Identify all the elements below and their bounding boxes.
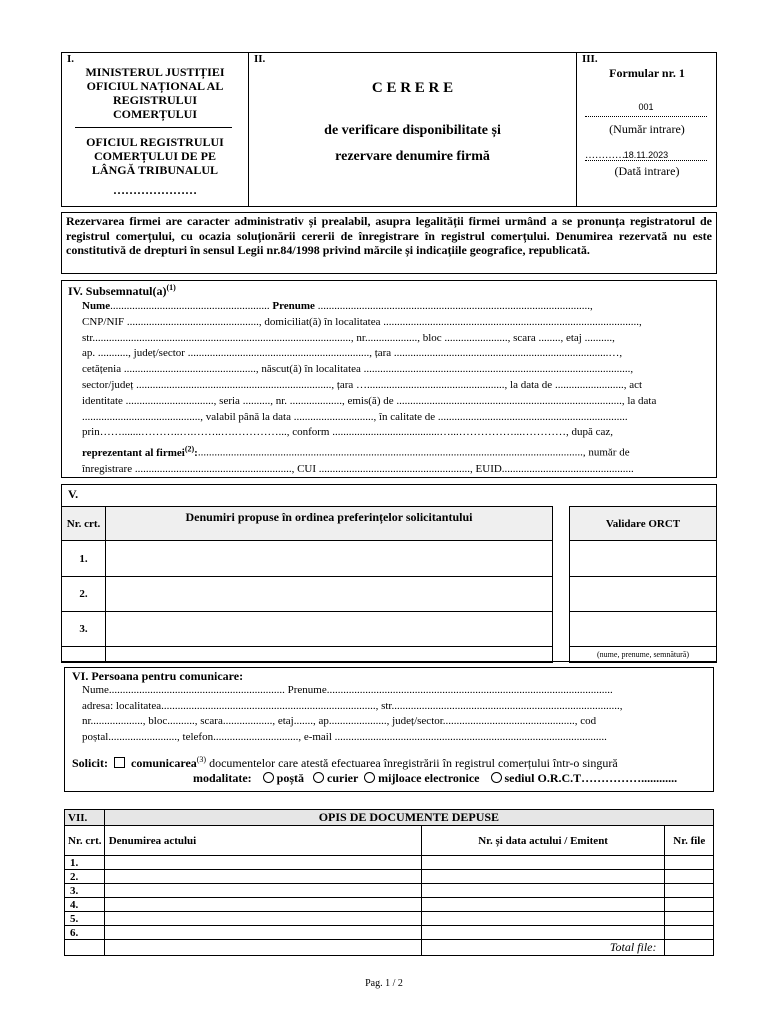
comm-sup: (3) [196,755,207,764]
section-1-label: I. [67,53,75,65]
applicant-line-8[interactable]: ..........................................., valabil până la data ............................., în calitate de ..................................................................... [82,410,628,423]
col-validare-orct: Validare ORCT [570,507,717,541]
office-block [70,135,240,197]
office-line-2: COMERȚULUI DE PE [93,149,216,163]
office-dots: ………………… [113,183,197,197]
doc-row-number: 5. [65,912,105,926]
radio-posta[interactable] [263,772,274,783]
doc-row-number: 6. [65,926,105,940]
office-line-3: LÂNGĂ TRIBUNALUL [91,163,219,177]
validation-cell-3[interactable] [570,612,717,647]
form-title: C E R E R E [371,80,454,96]
doc-file-cell[interactable] [665,856,714,870]
proposed-name-3[interactable] [106,612,553,647]
ministry-underline [75,127,232,128]
comm-label: comunicarea [131,756,197,770]
col-nr-crt: Nr. crt. [65,826,105,856]
comm-checkbox[interactable] [114,757,125,768]
ministry-line-1: MINISTERUL JUSTIȚIEI [85,65,225,79]
col-act-name: Denumirea actului [104,826,421,856]
section-6-title: VI. Persoana pentru comunicare: [72,669,244,683]
proposed-name-1[interactable] [106,541,553,577]
empty-cell [104,940,421,956]
section-4-title [68,283,176,299]
form-number: Formular nr. 1 [609,66,685,80]
col-file-count: Nr. file [665,826,714,856]
col-nr-crt: Nr. crt. [62,507,106,541]
applicant-line-1[interactable]: Nume.......................................................... Prenume ..................................................................................................., [82,300,593,312]
doc-data-cell[interactable] [421,856,665,870]
row-number: 1. [62,541,106,577]
empty-cell [62,647,106,663]
section-2-label: II. [254,53,266,65]
contact-line-1[interactable]: Nume................................................................ Prenume........................................................................................................ [82,684,613,696]
doc-file-cell[interactable] [665,884,714,898]
applicant-fields [82,299,712,477]
option-posta: poștă [276,771,304,785]
section-4-title-text: IV. Subsemnatul(a) [68,284,167,298]
contact-line-4[interactable]: poștal........................., telefon..............................., e-mail ................................................................................................... [82,730,607,743]
total-files-label: Total file: [421,940,665,956]
doc-act-cell[interactable] [104,926,421,940]
form-subtitle-1: de verificare disponibilitate și [324,123,501,138]
applicant-line-9[interactable]: prin…….......………..….……..….…………..., conform .......................................…...……………...…………, după caz, [82,426,614,439]
ministry-line-4: COMERȚULUI [112,107,197,121]
validation-cell-1[interactable] [570,541,717,577]
total-files-value[interactable] [665,940,714,956]
doc-act-cell[interactable] [104,912,421,926]
contact-line-3[interactable]: nr..................., bloc.........., scara.................., etaj......., ap....................., județ/sector................................................, cod [82,715,597,727]
doc-act-cell[interactable] [104,898,421,912]
doc-data-cell[interactable] [421,884,665,898]
doc-data-cell[interactable] [421,926,665,940]
doc-row-number: 4. [65,898,105,912]
entry-number-value[interactable]: 001 [638,102,654,112]
solicit-label: Solicit: [72,756,108,770]
entry-date-prefix: ………… [585,150,625,161]
entry-date-value[interactable]: 18.11.2023 [623,150,669,160]
signature-note: (nume, prenume, semnătură) [570,647,717,663]
radio-curier[interactable] [313,772,324,783]
documents-heading: OPIS DE DOCUMENTE DEPUSE [104,810,713,826]
office-line-1: OFICIUL REGISTRULUI [86,135,224,149]
proposed-names-table [61,506,553,663]
empty-cell [106,647,553,663]
row-number: 2. [62,577,106,612]
section-5-title: V. [68,487,79,501]
ministry-line-3: REGISTRULUI [112,93,198,107]
option-curier: curier [327,771,359,785]
applicant-line-6[interactable]: sector/județ ......................................................................., țara ….................................................., la data de ........................., act [82,378,643,391]
doc-file-cell[interactable] [665,926,714,940]
radio-sediu[interactable] [491,772,502,783]
section-3-label: III. [582,53,598,65]
notice-box: Rezervarea firmei are caracter administrativ și prealabil, asupra legalității firmei urmând a se pronunța registratorul de registrul comerțului, cu ocazia soluționării cererii de înregistrare în registrul comerțului. Denumirea rezervată nu este constitutivă de drepturi în sensul Legii nr.84/1998 privind mărcile și indicațiile geografice, republicată. [61,212,717,274]
contact-line-2[interactable]: adresa: localitatea.............................................................................., str..................................................................................., [82,699,623,712]
row-number: 3. [62,612,106,647]
comm-rest: documentelor care atestă efectuarea înregistrării în registrul comerțului într-o singură [206,756,618,770]
documents-table [64,809,714,956]
validation-table [569,506,717,663]
applicant-line-5[interactable]: cetățenia ................................................, născut(ă) în localitatea ................................................................................................., [82,363,634,376]
ministry-block [70,65,240,121]
applicant-line-10[interactable]: reprezentant al firmei$^{(2)}$:............................................................................................................................................, număr de [82,444,630,459]
col-proposed-names: Denumiri propuse în ordinea preferințelor solicitantului [106,507,553,541]
doc-data-cell[interactable] [421,870,665,884]
applicant-line-2[interactable]: CNP/NIF ................................................, domiciliat(ă) în localitatea ............................................................................................., [82,315,642,328]
modality-line [193,771,677,786]
doc-row-number: 3. [65,884,105,898]
section-4-title-sup: (1) [166,283,176,292]
option-electronic: mijloace electronice [378,771,480,785]
radio-electronic[interactable] [364,772,375,783]
contact-fields [82,683,710,745]
applicant-line-4[interactable]: ap. ..........., județ/sector .................................................................., țara ..............................................................................…, [82,347,623,360]
page-number: Pag. 1 / 2 [365,978,403,989]
proposed-name-2[interactable] [106,577,553,612]
doc-row-number: 2. [65,870,105,884]
col-act-data: Nr. și data actului / Emitent [421,826,665,856]
doc-act-cell[interactable] [104,870,421,884]
doc-act-cell[interactable] [104,856,421,870]
applicant-line-11[interactable]: înregistrare ........................................................., CUI ......................................................., EUID................................................ [82,462,634,475]
applicant-line-3[interactable]: str.............................................................................................., nr..................., bloc ......................., scara ........, etaj .........., [82,331,615,344]
entry-number-label: (Număr intrare) [609,122,685,136]
doc-data-cell[interactable] [421,898,665,912]
solicit-line [72,755,618,771]
empty-cell [65,940,105,956]
validation-cell-2[interactable] [570,577,717,612]
doc-file-cell[interactable] [665,912,714,926]
doc-file-cell[interactable] [665,870,714,884]
doc-file-cell[interactable] [665,898,714,912]
entry-date-line [585,160,707,161]
option-sediu: sediul O.R.C.T……………............ [504,771,678,785]
doc-data-cell[interactable] [421,912,665,926]
modality-label: modalitate: [193,771,252,785]
ministry-line-2: OFICIUL NAȚIONAL AL [86,79,224,93]
form-subtitle-2: rezervare denumire firmă [335,149,490,164]
doc-act-cell[interactable] [104,884,421,898]
applicant-line-7[interactable]: identitate ................................, seria .........., nr. ..................., emis(ă) de .................................................................................., la data [82,394,657,407]
entry-date-label: (Dată intrare) [614,164,680,178]
entry-number-line [585,116,707,117]
section-7-title: VII. [65,810,105,826]
doc-row-number: 1. [65,856,105,870]
